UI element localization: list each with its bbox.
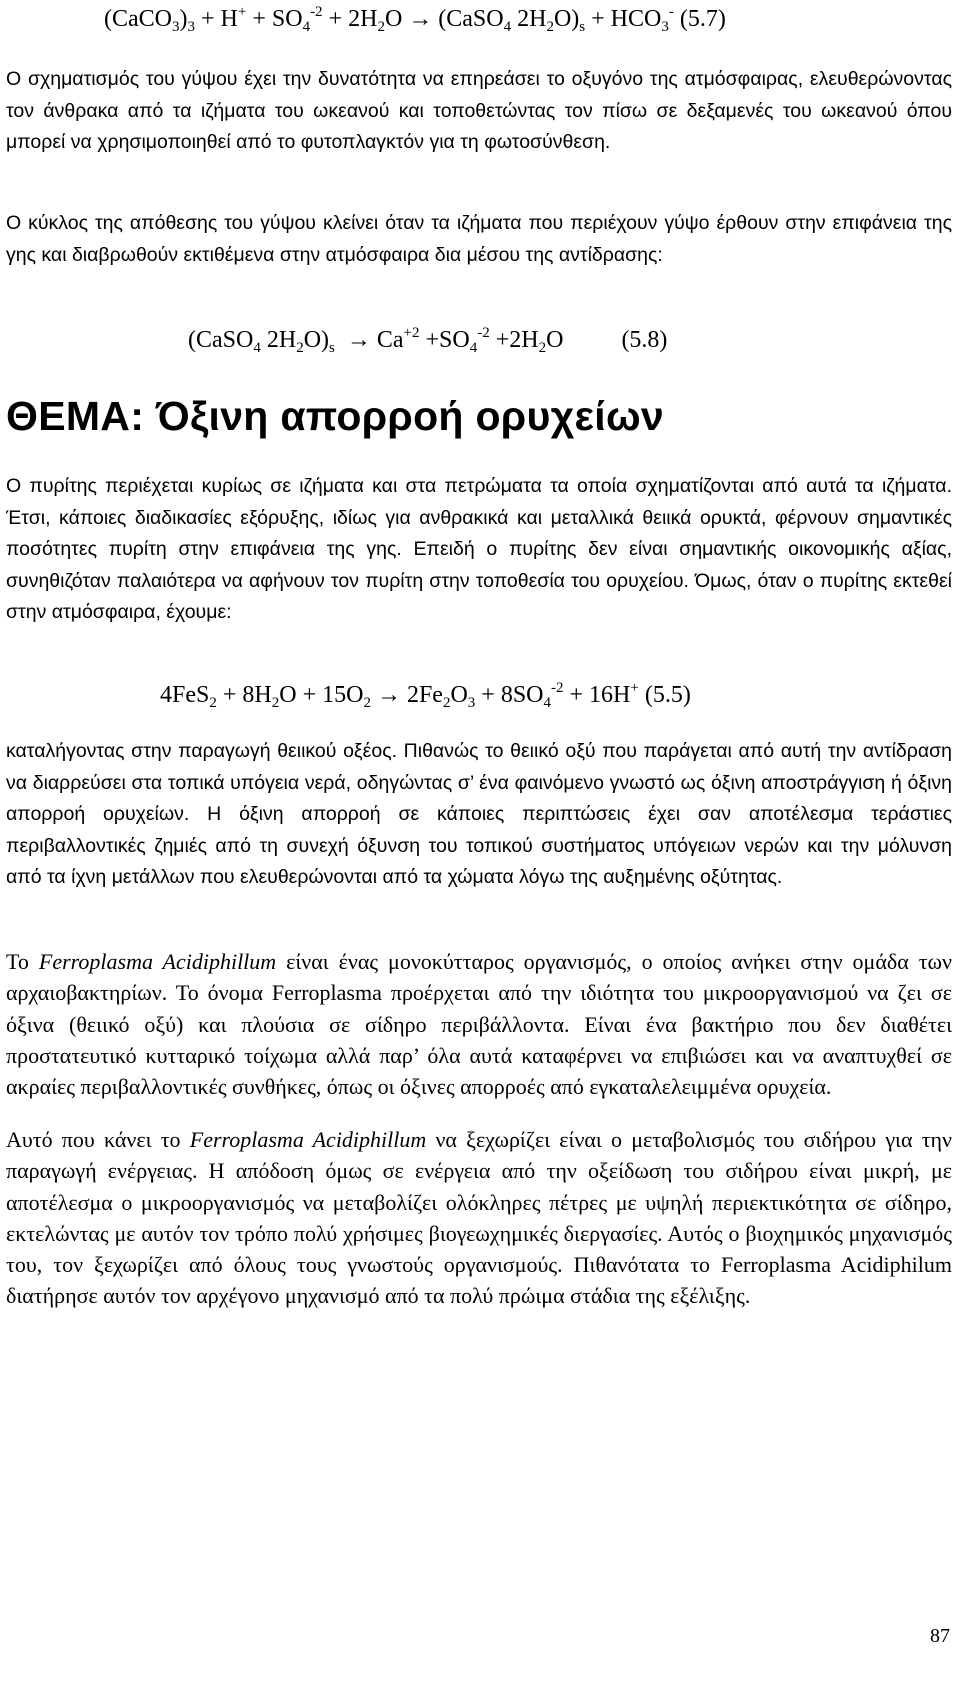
equation-number: (5.8) — [621, 327, 668, 353]
section-heading: ΘΕΜΑ: Όξινη απορροή ορυχείων — [6, 393, 665, 439]
equation-5-8: (CaSO$_4$ $2H_2O)_s \to Ca^{+2} +SO_4^{-2} +2H_2O$ (5.8) — [188, 325, 668, 356]
paragraph-ferroplasma-metabolism: Αυτό που κάνει το Ferroplasma Acidiphillum να ξεχωρίζει είναι ο μεταβολισμός του σιδήρου για την παραγωγή ενέργειας. Η απόδοση όμως σε ενέργεια από την οξείδωση του σιδήρου είναι μικρή, με αποτέλεσμα ο μικροοργανισμός να μεταβολίζει ολόκληρες πέτρες με υψηλή περιεκτικότητα σε σίδηρο, εκτελώντας με αυτόν τον τρόπο πολύ χρήσιμες βιογεωχημικές διεργασίες. Αυτός ο βιοχημικός μηχανισμός του, τον ξεχωρίζει από όλους τους γνωστούς οργανισμούς. Πιθανότατα το Ferroplasma Acidiphilum διατήρησε αυτόν τον αρχέγονο μηχανισμό από τα πολύ πρώιμα στάδια της εξέλιξης. — [6, 1127, 952, 1309]
page-number: 87 — [930, 1625, 950, 1647]
species-name: Ferroplasma Acidiphillum — [38, 949, 277, 974]
paragraph-gypsum-cycle: Ο κύκλος της απόθεσης του γύψου κλείνει όταν τα ιζήματα που περιέχουν γύψο έρθουν στην επιφάνεια της γης και διαβρωθούν εκτιθέμενα στην ατμόσφαιρα δια μέσου της αντίδρασης: — [6, 212, 952, 266]
equation-number: (5.7) — [673, 6, 726, 32]
reaction-arrow-icon: → — [408, 6, 433, 32]
equation-5-7: $(CaCO_3)_3 + H^+ + SO_4^{-2} + 2H_2O$ → (CaSO$_4$ $2H_2O)_s + HCO_3^-$ (5.7) — [104, 4, 726, 35]
equation-5-5: $4FeS_2 + 8H_2O + 15O_2 \to 2Fe_2O_3 + 8SO_4^{-2} + 16H^+$ (5.5) — [160, 680, 691, 711]
reaction-arrow-icon: → — [346, 327, 371, 353]
paragraph-pyrite: Ο πυρίτης περιέχεται κυρίως σε ιζήματα και στα πετρώματα τα οποία σχηματίζονται από αυτά τα ιζήματα. Έτσι, κάποιες διαδικασίες εξόρυξης, ιδίως για ανθρακικά και μεταλλικά θειικά ορυκτά, φέρνουν σημαντικές ποσότητες πυρίτη στην επιφάνεια της γης. Επειδή ο πυρίτης δεν είναι σημαντικής οικονομικής αξίας, συνηθιζόταν παλαιότερα να αφήνουν τον πυρίτη στην τοποθεσία του ορυχείου. Όμως, όταν ο πυρίτης εκτεθεί στην ατμόσφαιρα, έχουμε: — [6, 475, 952, 623]
reaction-arrow-icon: → — [376, 682, 401, 708]
species-name: Ferroplasma Acidiphillum — [189, 1127, 427, 1152]
paragraph-ferroplasma-intro: Το Ferroplasma Acidiphillum είναι ένας μονοκύτταρος οργανισμός, ο οποίος ανήκει στην ομάδα των αρχαιοβακτηρίων. Το όνομα Ferroplasma προέρχεται από την ιδιότητα του μικροοργανισμού να ζει σε όξινα (θειικό οξύ) και πλούσια σε σίδηρο περιβάλλοντα. Είναι ένα βακτήριο που δεν διαθέτει προστατευτικό κυτταρικό τοίχωμα αλλά παρ’ όλα αυτά καταφέρνει να επιβιώσει και να αναπτυχθεί σε ακραίες περιβαλλοντικές συνθήκες, όπως οι όξινες απορροές από εγκαταλελειμμένα ορυχεία. — [6, 949, 952, 1100]
paragraph-acid-mine-drainage: καταλήγοντας στην παραγωγή θειικού οξέος. Πιθανώς το θειικό οξύ που παράγεται από αυτή την αντίδραση να διαρρεύσει στα τοπικά υπόγεια νερά, οδηγώντας σ’ ένα φαινόμενο γνωστό ως όξινη αποστράγγιση ή όξινη απορροή ορυχείων. Η όξινη απορροή σε κάποιες περιπτώσεις έχει σαν αποτέλεσμα τεράστιες περιβαλλοντικές ζημιές από τη συνεχή όξυνση του τοπικού συστήματος υπόγειων νερών και την μόλυνση από τα ίχνη μετάλλων που ελευθερώνονται από τα χώματα λόγω της αυξημένης οξύτητας. — [6, 740, 952, 888]
equation-number: (5.5) — [638, 682, 691, 708]
paragraph-gypsum-formation: Ο σχηματισμός του γύψου έχει την δυνατότητα να επηρεάσει το οξυγόνο της ατμόσφαιρας, ελευθερώνοντας τον άνθρακα από τα ιζήματα του ωκεανού και τοποθετώντας τον πίσω σε δεξαμενές του ωκεανού όπου μπορεί να χρησιμοποιηθεί από το φυτοπλαγκτόν για τη φωτοσύνθεση. — [6, 68, 952, 153]
